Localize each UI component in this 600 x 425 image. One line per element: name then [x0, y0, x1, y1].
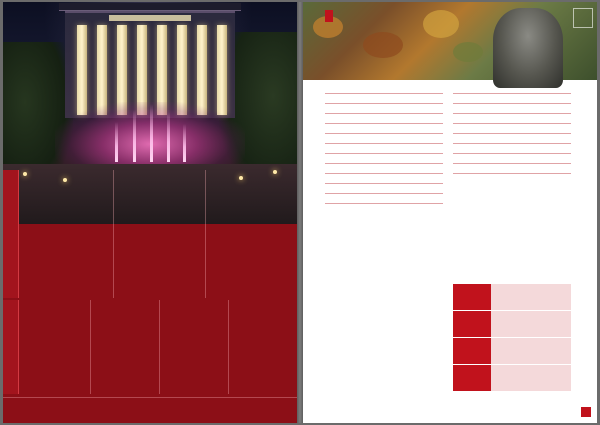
side-tab-concerts [3, 300, 19, 394]
event-date-row [453, 338, 571, 364]
events-block-festival [21, 170, 295, 298]
toc-section-heading [453, 138, 571, 144]
event-description [491, 311, 571, 337]
event-cell [90, 300, 157, 394]
scene-title-banner [63, 150, 243, 168]
event-date-row [453, 284, 571, 310]
toc-section-heading [453, 148, 571, 154]
event-date [453, 284, 491, 310]
event-cell [113, 170, 203, 298]
photo-caption [325, 52, 435, 74]
left-page [3, 2, 297, 423]
toc-section-heading [453, 88, 571, 94]
toc-section-heading [453, 98, 571, 104]
left-footer [3, 397, 297, 423]
event-date-row [453, 365, 571, 391]
events-block-concerts [21, 300, 295, 394]
toc-section-heading [325, 98, 443, 104]
toc-section-heading [453, 128, 571, 134]
event-date [453, 365, 491, 391]
events-vertical-label [575, 284, 595, 392]
toc-section-heading [325, 188, 443, 194]
autumn-photo [303, 2, 597, 80]
event-cell [205, 170, 295, 298]
page-number [581, 407, 591, 417]
toc-section-heading [325, 198, 443, 204]
toc-section-heading [325, 128, 443, 134]
event-description [491, 338, 571, 364]
toc-section-heading [325, 138, 443, 144]
toc-section-heading [325, 168, 443, 174]
toc-section-heading [325, 118, 443, 124]
side-tab-festival [3, 170, 19, 298]
toc-column-2 [453, 86, 571, 176]
section-tag [325, 10, 333, 22]
toc-section-heading [453, 158, 571, 164]
toc-section-heading [453, 118, 571, 124]
toc-section-heading [453, 108, 571, 114]
event-description [491, 284, 571, 310]
event-cell [228, 300, 295, 394]
toc-section-heading [325, 158, 443, 164]
toc-section-heading [325, 88, 443, 94]
event-description [491, 365, 571, 391]
right-footer [303, 407, 597, 417]
events-dates-box [453, 284, 571, 392]
event-cell [21, 170, 111, 298]
toc-section-heading [325, 108, 443, 114]
event-date [453, 311, 491, 337]
toc-column-1 [325, 86, 443, 206]
toc-section-heading [325, 178, 443, 184]
event-cell [159, 300, 226, 394]
toc-section-heading [453, 168, 571, 174]
event-date-row [453, 311, 571, 337]
right-page [303, 2, 597, 423]
event-date [453, 338, 491, 364]
magazine-logo [573, 8, 593, 28]
bust-sculpture [493, 8, 563, 88]
toc-section-heading [325, 148, 443, 154]
event-cell [21, 300, 88, 394]
